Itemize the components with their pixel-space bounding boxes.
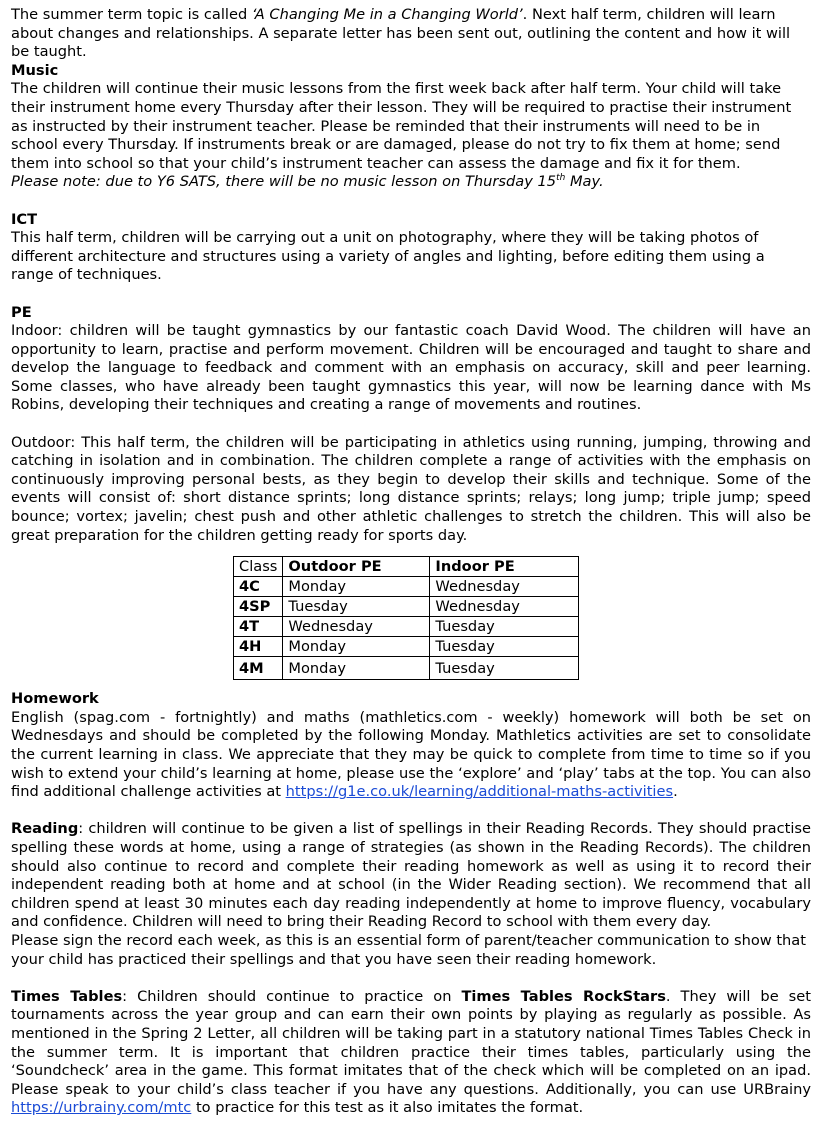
table-cell-class: 4M xyxy=(234,657,283,680)
table-header-row xyxy=(234,557,579,577)
table-row xyxy=(234,637,579,657)
pe-outdoor: Outdoor: This half term, the children will be participating in athletics using running, jumping, throwing and catching in isolation and in combination. The children complete a range of activities with the emphasis on continuously improving personal bests, as they begin to develop their skills and technique. Some of the events will consist of: short distance sprints; long distance sprints; relays; long jump; triple jump; speed bounce; vortex; javelin; chest push and other athletic challenges to stretch the children. This will also be great preparation for the children getting ready for sports day. xyxy=(11,433,811,544)
table-cell-outdoor: Monday xyxy=(283,637,430,657)
table-row xyxy=(234,657,579,680)
music-note: Please note: due to Y6 SATS, there will be no music lesson on Thursday 15th May. xyxy=(11,173,604,191)
table-cell-indoor: Tuesday xyxy=(430,637,579,657)
homework-heading: Homework xyxy=(11,690,99,708)
table-cell-class: 4T xyxy=(234,617,283,637)
table-cell-outdoor: Tuesday xyxy=(283,597,430,617)
table-cell-outdoor: Wednesday xyxy=(283,617,430,637)
table-cell-indoor: Tuesday xyxy=(430,657,579,680)
table-row xyxy=(234,617,579,637)
table-cell-outdoor: Monday xyxy=(283,657,430,680)
table-row xyxy=(234,577,579,597)
pe-heading: PE xyxy=(11,303,32,321)
table-header-class: Class xyxy=(234,557,283,577)
ict-heading: ICT xyxy=(11,210,38,228)
table-header-outdoor: Outdoor PE xyxy=(283,557,430,577)
reading-paragraph: Reading: children will continue to be given a list of spellings in their Reading Records. They should practise spelling these words at home, using a range of strategies (as shown in the Reading Records). The children should also continue to record and complete their reading homework as well as using it to record their independent reading both at home and at school (in the Wider Reading section). We recommend that all children spend at least 30 minutes each day reading independently at home to improve fluency, vocabulary and confidence. Children will need to bring their Reading Record to school with them every day. xyxy=(11,820,811,931)
homework-body: English (spag.com - fortnightly) and maths (mathletics.com - weekly) homework will both be set on Wednesdays and should be completed by the following Monday. Mathletics activities are set to consolidate the current learning in class. We appreciate that they may be quick to complete from time to time so if you wish to extend your child’s learning at home, please use the ‘explore’ and ‘play’ tabs at the top. You can also find additional challenge activities at https://g1e.co.uk/learning/additional-maths-activities. xyxy=(11,708,811,801)
table-header-indoor: Indoor PE xyxy=(430,557,579,577)
ict-body: This half term, children will be carrying out a unit on photography, where they will be taking photos of different architecture and structures using a variety of angles and lighting, before editing them using a range of techniques. xyxy=(11,229,765,284)
table-cell-class: 4H xyxy=(234,637,283,657)
table-cell-indoor: Wednesday xyxy=(430,577,579,597)
pe-indoor: Indoor: children will be taught gymnastics by our fantastic coach David Wood. The children will have an opportunity to learn, practise and perform movement. Children will be encouraged and taught to share and develop the language to feedback and comment with an emphasis on accuracy, skill and peer learning. Some classes, who have already been taught gymnastics this year, will now be learning dance with Ms Robins, developing their techniques and creating a range of movements and routines. xyxy=(11,322,811,414)
table-cell-indoor: Tuesday xyxy=(430,617,579,637)
reading-heading: Reading xyxy=(11,820,79,838)
music-heading: Music xyxy=(11,61,59,79)
reading-paragraph-2: Please sign the record each week, as this is an essential form of parent/teacher communication to show that your child has practiced their spellings and that you have seen their reading homework. xyxy=(11,931,806,968)
intro-paragraph: The summer term topic is called ‘A Changing Me in a Changing World’. Next half term, children will learn about changes and relationships. A separate letter has been sent out, outlining the content and how it will be taught. xyxy=(11,6,791,61)
table-cell-class: 4C xyxy=(234,577,283,597)
topic-title: ‘A Changing Me in a Changing World’ xyxy=(251,6,523,23)
times-tables-heading: Times Tables xyxy=(11,987,123,1005)
additional-maths-link[interactable]: https://g1e.co.uk/learning/additional-maths-activities xyxy=(285,783,674,801)
table-cell-class: 4SP xyxy=(234,597,283,617)
table-cell-outdoor: Monday xyxy=(283,577,430,597)
rockstars-name: Times Tables RockStars xyxy=(461,987,666,1005)
times-tables-paragraph: Times Tables: Children should continue to practice on Times Tables RockStars. They will be set tournaments across the year group and can earn their own points by playing as regularly as possible. As mentioned in the Spring 2 Letter, all children will be taking part in a statutory national Times Tables Check in the summer term. It is important that children practice their times tables, particularly using the ‘Soundcheck’ area in the game. This format imitates that of the check which will be completed on an ipad. Please speak to your child’s class teacher if you have any questions. Additionally, you can use URBrainy https://urbrainy.com/mtc to practice for this test as it also imitates the format. xyxy=(11,987,811,1117)
table-row xyxy=(234,597,579,617)
urbrainy-link[interactable]: https://urbrainy.com/mtc xyxy=(11,1099,192,1117)
pe-timetable xyxy=(233,556,579,680)
music-body: The children will continue their music lessons from the first week back after half term. Your child will take their instrument home every Thursday after their lesson. They will be required to practise their instrument as instructed by their instrument teacher. Please be reminded that their instruments will need to be in school every Thursday. If instruments break or are damaged, please do not try to fix them at home; send them into school so that your child’s instrument teacher can assess the damage and fix it for them. xyxy=(11,80,792,172)
table-cell-indoor: Wednesday xyxy=(430,597,579,617)
